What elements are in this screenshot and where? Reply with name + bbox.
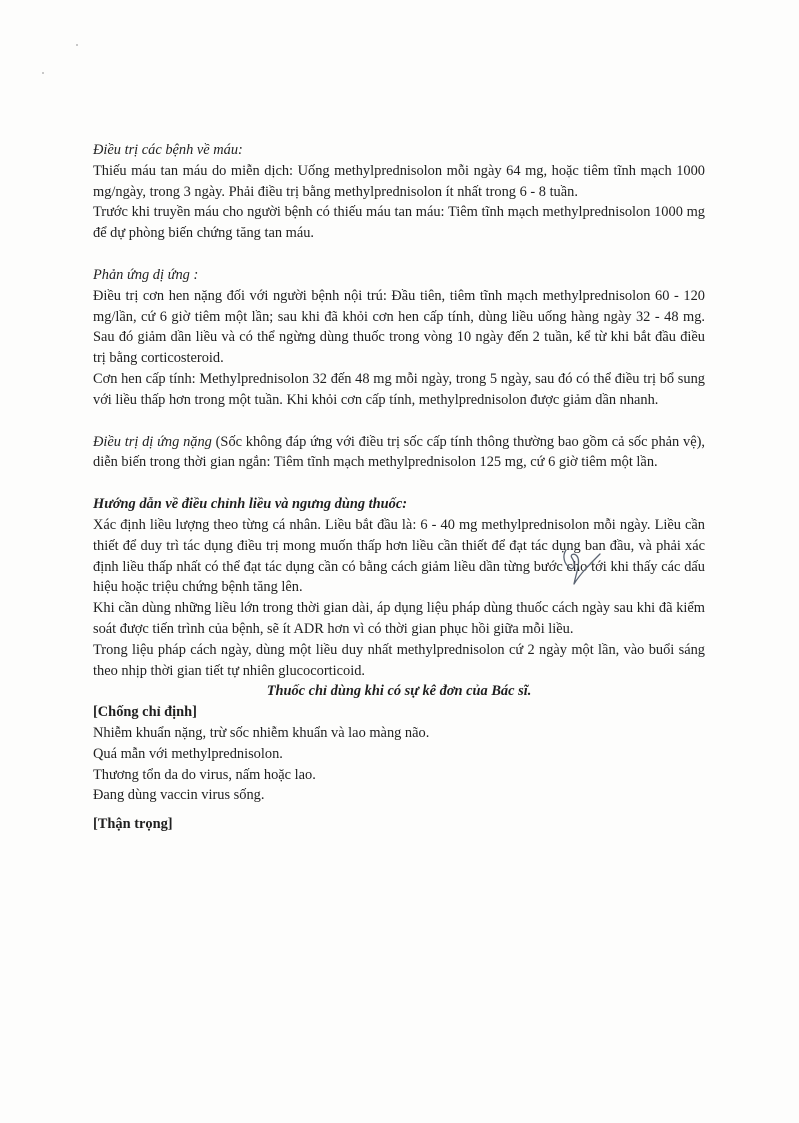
section-heading: Phản ứng dị ứng : (93, 266, 199, 283)
prescription-note: Thuốc chỉ dùng khi có sự kê đơn của Bác sĩ. (266, 683, 532, 700)
section-heading: Hướng dẫn về điều chỉnh liều và ngưng dùng thuốc: (93, 496, 408, 513)
section-contraindications (93, 702, 705, 806)
list-item: Quá mẫn với methylprednisolon. (93, 745, 283, 762)
paragraph (93, 432, 705, 474)
scan-speck (76, 44, 78, 46)
document-body (93, 140, 705, 835)
paragraph-lead: Điều trị dị ứng nặng (93, 433, 212, 450)
paragraph: Cơn hen cấp tính: Methylprednisolon 32 đến 48 mg mỗi ngày, trong 5 ngày, sau đó có thể điều trị bổ sung với liều thấp hơn trong một tuần. Khi khỏi cơn cấp tính, methylprednisolon được giảm dần nhanh. (93, 370, 705, 408)
paragraph: Điều trị cơn hen nặng đối với người bệnh nội trú: Đầu tiên, tiêm tĩnh mạch methylprednisolon 60 - 120 mg/lần, cứ 6 giờ tiêm một lần; sau khi đã khỏi cơn hen cấp tính, dùng liều uống hàng ngày 32 - 48 mg. Sau đó giảm dần liều và có thể ngừng dùng thuốc trong vòng 10 ngày đến 2 tuần, kể từ khi bắt đầu điều trị bằng corticosteroid. (93, 287, 705, 367)
section-dosage-adjustment (93, 494, 705, 702)
paragraph: Khi cần dùng những liều lớn trong thời gian dài, áp dụng liệu pháp dùng thuốc cách ngày sau khi đã kiểm soát được tiến trình của bệnh, sẽ ít ADR hơn vì có thời gian phục hồi giữa mỗi liều. (93, 600, 705, 637)
paragraph-text: (Sốc không đáp ứng với điều trị sốc cấp tính thông thường bao gồm cả sốc phản vệ), diễn biến trong thời gian ngắn: Tiêm tĩnh mạch methylprednisolon 125 mg, cứ 6 giờ tiêm một lần. (93, 433, 705, 471)
section-precautions (93, 814, 705, 835)
list-item: Đang dùng vaccin virus sống. (93, 787, 265, 804)
list-item: Nhiễm khuẩn nặng, trừ sốc nhiễm khuẩn và lao màng não. (93, 724, 430, 741)
section-heading: [Chống chỉ định] (93, 704, 197, 721)
section-severe-allergy (93, 432, 705, 474)
paragraph: Trước khi truyền máu cho người bệnh có thiếu máu tan máu: Tiêm tĩnh mạch methylprednisolon 1000 mg để dự phòng biến chứng tăng tan máu. (93, 204, 705, 242)
paragraph: Trong liệu pháp cách ngày, dùng một liều duy nhất methylprednisolon cứ 2 ngày một lần, vào buổi sáng theo nhịp thời gian tiết tự nhiên glucocorticoid. (93, 641, 705, 679)
scan-speck (42, 72, 44, 74)
paragraph: Thiếu máu tan máu do miễn dịch: Uống methylprednisolon mỗi ngày 64 mg, hoặc tiêm tĩnh mạch 1000 mg/ngày, trong 3 ngày. Phải điều trị bằng methylprednisolon ít nhất trong 6 - 8 tuần. (93, 162, 705, 200)
section-blood-diseases (93, 140, 705, 244)
section-heading: Điều trị các bệnh về máu: (93, 142, 243, 158)
handwritten-signature (556, 544, 606, 592)
section-heading: [Thận trọng] (93, 816, 173, 833)
list-item: Thương tổn da do virus, nấm hoặc lao. (93, 766, 316, 783)
section-allergic-reactions (93, 265, 705, 411)
paragraph: Xác định liều lượng theo từng cá nhân. Liều bắt đầu là: 6 - 40 mg methylprednisolon mỗi ngày. Liều cần thiết để duy trì tác dụng điều trị mong muốn thấp hơn liều cần thiết để đạt tác dụng ban đầu, và phải xác định liều thấp nhất có thể đạt tác dụng cần có bằng cách giảm liều dần từng bước cho tới khi thấy các dấu hiệu hoặc triệu chứng bệnh tăng lên. (93, 516, 705, 596)
